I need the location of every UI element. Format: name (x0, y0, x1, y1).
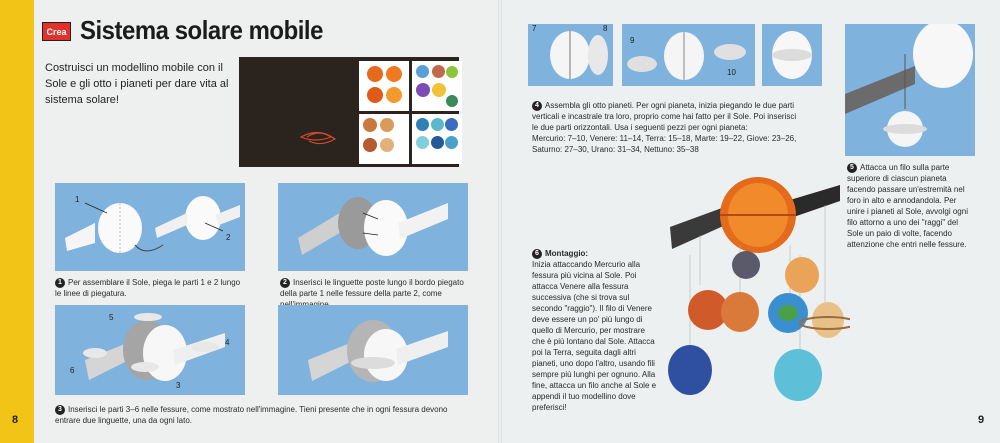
step1-text (55, 277, 245, 299)
step4-illustration-c (762, 24, 822, 86)
step4-piece-list: Mercurio: 7–10, Venere: 11–14, Terra: 15–18, Marte: 19–22, Giove: 23–26, Saturno: 27–30, Urano: 31–34, Nettuno: 35–38 (532, 134, 797, 154)
callout-4: 4 (225, 338, 230, 347)
book-spine (498, 0, 502, 443)
step4-number: 4 (532, 101, 542, 111)
callout-2: 2 (226, 233, 231, 242)
callout-10: 10 (727, 68, 736, 77)
page-title: Sistema solare mobile (80, 15, 323, 45)
step6-heading: Montaggio: (545, 249, 589, 258)
step5-illustration (845, 24, 975, 156)
step1-instruction: Per assemblare il Sole, piega le parti 1 e 2 lungo le linee di piegatura. (55, 278, 241, 298)
callout-1: 1 (75, 195, 80, 204)
yellow-margin-bar (0, 0, 34, 443)
step2-illustration (278, 183, 468, 271)
planets-sheet-c (412, 114, 462, 164)
step5-number: 5 (847, 163, 857, 173)
step1-illustration (55, 183, 245, 271)
step3-number: 3 (55, 405, 65, 415)
crea-badge: Crea (42, 22, 71, 41)
step4-text (532, 100, 797, 155)
step3-text (55, 404, 475, 426)
finished-mobile-photo (660, 165, 850, 435)
intro-text: Costruisci un modellino mobile con il Sole e gli otto i pianeti per dare vita al sistema solare! (45, 62, 229, 106)
step4-instruction: Assembla gli otto pianeti. Per ogni pianeta, inizia piegando le due parti verticali e incastrale tra loro, proprio come hai fatto per il Sole. Poi inserisci le due parti orizzontali. Usa i seguenti pezzi per ogni pianeta: (532, 101, 797, 132)
callout-5: 5 (109, 313, 114, 322)
page-number-right: 9 (978, 414, 985, 426)
step2-number: 2 (280, 278, 290, 288)
callout-8: 8 (603, 24, 608, 33)
planets-sheet-a (412, 61, 462, 111)
step6-text (532, 248, 657, 413)
step3-instruction: Inserisci le parti 3–6 nelle fessure, come mostrato nell'immagine. Tieni presente che in ogni fessura devono entrare due linguette, una da ogni lato. (55, 405, 448, 425)
sun-sheet (359, 61, 409, 111)
step6-number: 6 (532, 249, 542, 259)
callout-6: 6 (70, 366, 75, 375)
callout-3: 3 (176, 381, 181, 390)
step5-instruction: Attacca un filo sulla parte superiore di ciascun pianeta facendo passare un'estremità nel foro in alto e annodandola. Per unire i pianeti al Sole, avvolgi ogni filo attorno a uno dei "raggi" del Sole un paio di volte, facendo attenzione che entri nelle fessure. (847, 163, 968, 249)
callout-7: 7 (532, 24, 537, 33)
sheets-photo (239, 57, 459, 167)
step5-text (847, 162, 972, 250)
step1-number: 1 (55, 278, 65, 288)
step3-illustration-b (278, 305, 468, 395)
page-number-left: 8 (12, 414, 19, 426)
step4-illustration-a (528, 24, 613, 86)
step6-instruction: Inizia attaccando Mercurio alla fessura più vicina al Sole. Poi attacca Venere alla fessura successiva (che si trova sul secondo "raggio"). Il filo di Venere deve essere un po' più lungo di quello di Mercurio, per mostrare che è più lontano dal Sole. Attacca poi la Terra, seguita dagli altri pianeti, uno dopo l'altro, usando fili sempre più lunghi per ognuno. Alla fine, attacca un filo anche al Sole e appendi il tuo modellino dove preferisci! (532, 260, 657, 412)
planets-sheet-b (359, 114, 409, 164)
step2-instruction: Inserisci le linguette poste lungo il bordo piegato della parte 1 nelle fessure della parte 2, come (280, 278, 464, 298)
step3-illustration-a (55, 305, 245, 395)
callout-9: 9 (630, 36, 635, 45)
